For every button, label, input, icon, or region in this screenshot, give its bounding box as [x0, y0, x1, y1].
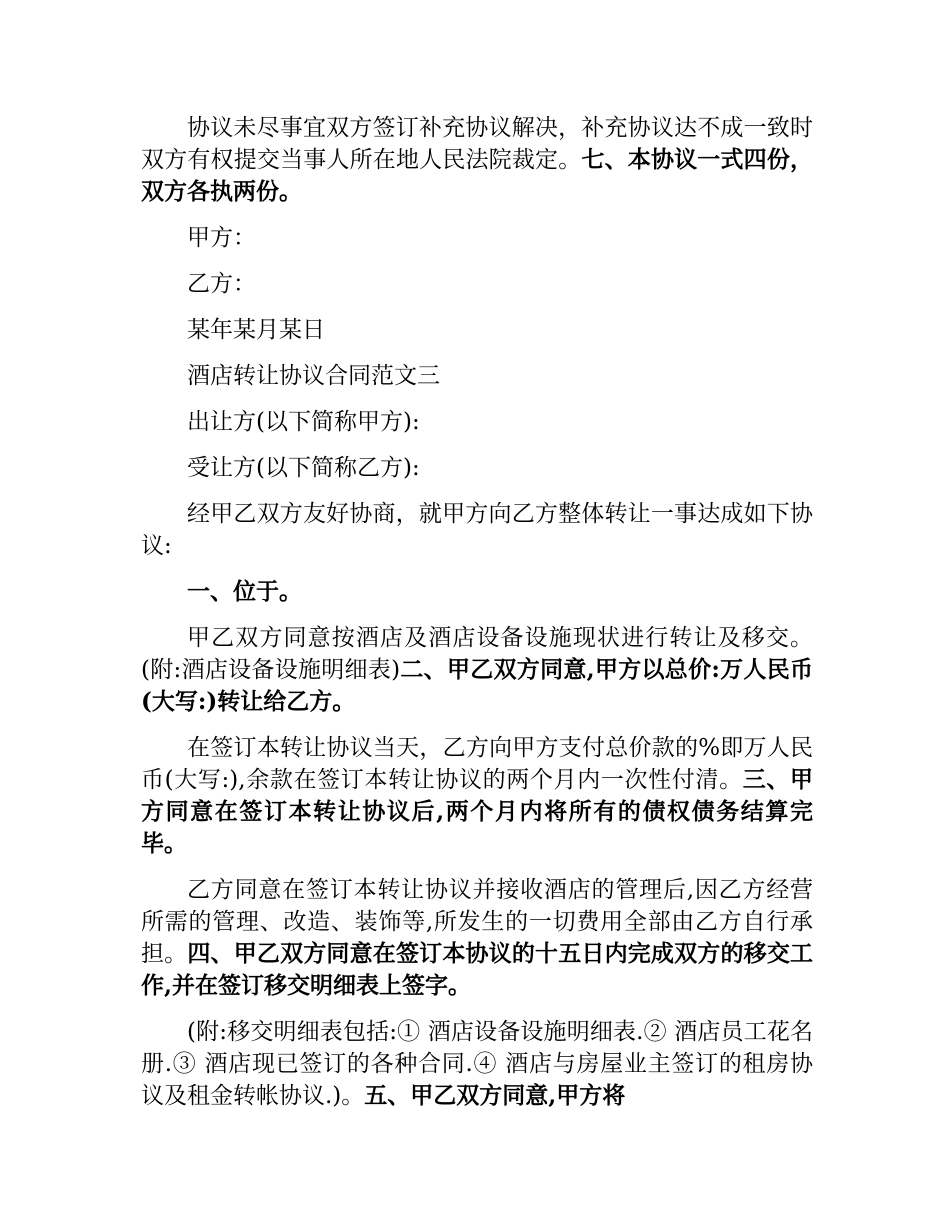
clause-5-heading: 五、甲乙双方同意,甲方将 [364, 1082, 626, 1109]
clause-2-heading: 二、甲乙双方同意,甲方以总价:万人民币(大写:)转让给乙方。 [141, 656, 813, 715]
paragraph-payment [141, 732, 813, 860]
party-b-signature-line: 乙方： [187, 271, 256, 297]
document-body [141, 112, 813, 1126]
paragraph-dispute-resolution [141, 112, 813, 208]
paragraph-attachments [141, 1016, 813, 1112]
paragraph-management [141, 874, 813, 1002]
clause-1-heading: 一、位于。 [187, 578, 302, 605]
date-line: 某年某月某日 [187, 317, 325, 343]
dispute-resolution-text: 协议未尽事宜双方签订补充协议解决，补充协议达不成一致时双方有权提交当事人所在地人民法院裁定。 [141, 115, 813, 173]
attachments-text: (附:移交明细表包括:① 酒店设备设施明细表.② 酒店员工花名册.③ 酒店现已签订的各种合同.④ 酒店与房屋业主签订的租房协议及租金转帐协议.)。 [141, 1019, 813, 1109]
party-a-signature-line: 甲方： [187, 225, 256, 251]
paragraph-equipment-transfer [141, 622, 813, 718]
payment-text: 在签订本转让协议当天，乙方向甲方支付总价款的%即万人民币(大写:),余款在签订本转让协议的两个月内一次性付清。 [141, 735, 813, 793]
clause-4-heading: 四、甲乙双方同意在签订本协议的十五日内完成双方的移交工作,并在签订移交明细表上签字。 [141, 940, 814, 999]
intro-paragraph: 经甲乙双方友好协商，就甲方向乙方整体转让一事达成如下协议: [141, 501, 813, 559]
section-title: 酒店转让协议合同范文三 [187, 363, 440, 389]
transferee-line: 受让方(以下简称乙方): [187, 455, 420, 481]
clause-7-heading: 七、本协议一式四份，双方各执两份。 [141, 146, 814, 205]
equipment-transfer-text: 甲乙双方同意按酒店及酒店设备设施现状进行转让及移交。(附:酒店设备设施明细表) [141, 625, 813, 683]
transferor-line: 出让方(以下简称甲方): [187, 409, 420, 435]
clause-3-heading: 三、甲方同意在签订本转让协议后,两个月内将所有的债权债务结算完毕。 [141, 766, 814, 857]
management-text: 乙方同意在签订本转让协议并接收酒店的管理后,因乙方经营所需的管理、改造、装饰等,所发生的一切费用全部由乙方自行承担。 [141, 877, 813, 967]
